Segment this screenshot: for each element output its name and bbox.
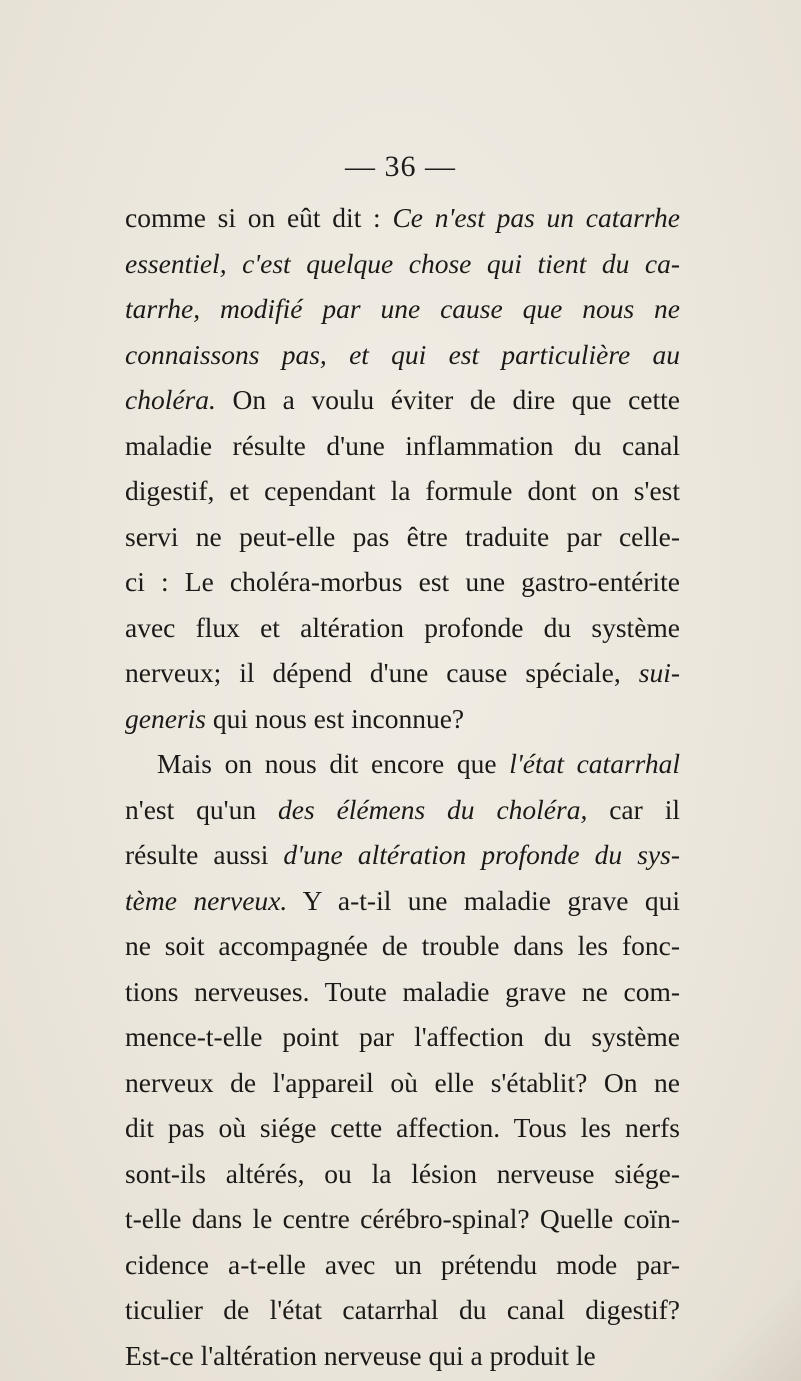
text-line (125, 878, 680, 924)
text-run: nerveux; il dépend d'une cause spéciale, (125, 657, 639, 688)
text-run: résulte aussi (125, 839, 284, 870)
italic-text: tarrhe, modifié par une cause que nous ne (125, 293, 680, 324)
italic-text: connaissons pas, et qui est particulière au (125, 338, 680, 370)
text-run: qui nous est inconnue? (205, 702, 465, 734)
text-line (125, 1014, 680, 1060)
italic-text: d'une altération profonde du sys- (283, 839, 680, 870)
text-line (125, 1196, 680, 1242)
text-run: n'est qu'un (125, 793, 279, 825)
text-line (125, 832, 680, 878)
text-line (125, 1287, 680, 1333)
text-run: car il (587, 793, 680, 825)
text-line (125, 377, 680, 423)
text-line (125, 787, 680, 833)
text-run: ne soit accompagnée de trouble dans les fonc- (125, 930, 680, 961)
text-run: ci : Le choléra-morbus est une gastro-entérite (125, 566, 680, 597)
text-line (125, 1333, 680, 1379)
text-line (125, 423, 680, 469)
text-line (125, 1060, 680, 1106)
text-line (125, 1242, 680, 1288)
body-text (125, 195, 680, 1378)
text-line (125, 1151, 680, 1197)
text-run: Y a-t-il une maladie grave qui (287, 884, 681, 916)
text-line (125, 696, 680, 742)
text-line (125, 650, 680, 696)
text-line (125, 923, 680, 969)
text-run: ticulier de l'état catarrhal du canal digestif? (125, 1294, 680, 1325)
text-run: cidence a-t-elle avec un prétendu mode par- (125, 1248, 680, 1280)
text-line (125, 514, 680, 560)
text-run: Mais on nous dit encore que (157, 748, 510, 779)
text-run: t-elle dans le centre cérébro-spinal? Quelle coïn- (125, 1203, 680, 1234)
italic-text: sui- (638, 657, 680, 688)
text-run: nerveux de l'appareil où elle s'établit? On ne (125, 1066, 680, 1098)
text-run: dit pas où siége cette affection. Tous les nerfs (125, 1112, 680, 1143)
italic-text: l'état catarrhal (509, 748, 680, 779)
text-line (125, 1105, 680, 1151)
italic-text: tème nerveux. (125, 884, 288, 916)
italic-text: des élémens du choléra, (278, 793, 588, 825)
italic-text: choléra. (125, 384, 216, 415)
text-line (125, 605, 680, 651)
page-number: — 36 — (345, 150, 456, 183)
text-run: avec flux et altération profonde du système (125, 611, 680, 643)
text-line (125, 741, 680, 787)
text-run: digestif, et cependant la formule dont on s'est (125, 475, 680, 506)
text-line (125, 332, 680, 378)
text-line (125, 286, 680, 332)
text-run: comme si on eût dit : (125, 202, 393, 233)
text-run: tions nerveuses. Toute maladie grave ne com- (125, 975, 680, 1007)
text-run: mence-t-elle point par l'affection du système (125, 1021, 680, 1052)
text-line (125, 241, 680, 287)
text-run: maladie résulte d'une inflammation du canal (125, 429, 680, 461)
italic-text: Ce n'est pas un catarrhe (392, 202, 680, 233)
text-run: sont-ils altérés, ou la lésion nerveuse siége- (125, 1157, 680, 1189)
text-run: servi ne peut-elle pas être traduite par celle- (125, 520, 680, 552)
text-run: On a voulu éviter de dire que cette (215, 384, 680, 415)
text-line (125, 468, 680, 514)
text-line (125, 969, 680, 1015)
text-line (125, 559, 680, 605)
text-line (125, 195, 680, 241)
italic-text: essentiel, c'est quelque chose qui tient du ca- (125, 247, 680, 279)
page-corner-shadow (681, 1280, 801, 1381)
text-run: Est-ce l'altération nerveuse qui a produit le (125, 1339, 596, 1371)
italic-text: generis (125, 702, 206, 734)
